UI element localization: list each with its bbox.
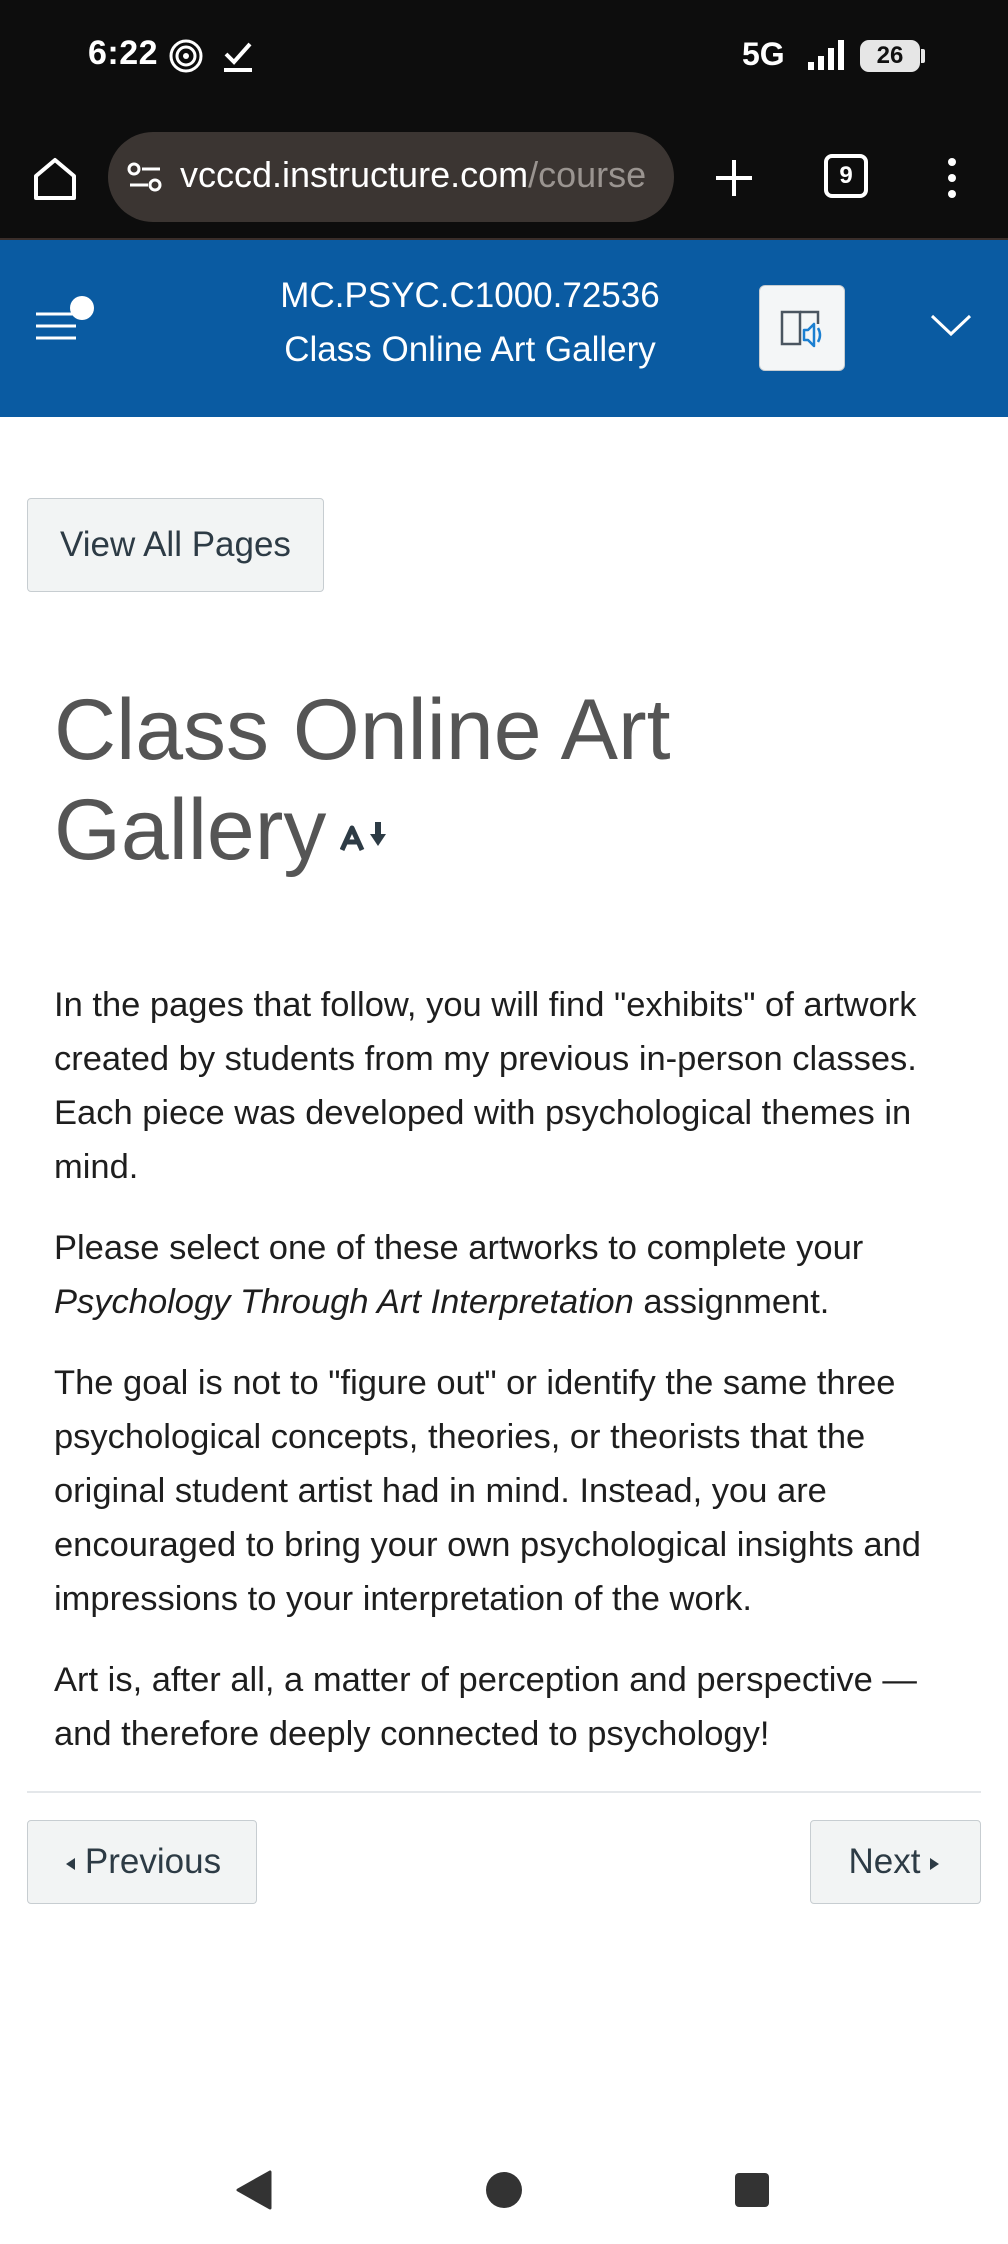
page-body bbox=[54, 978, 964, 1788]
home-circle-icon[interactable] bbox=[484, 2170, 524, 2210]
battery-tip bbox=[921, 49, 925, 63]
next-button[interactable] bbox=[810, 1820, 981, 1904]
paragraph-assignment-start: Please select one of these artworks to complete your bbox=[54, 1229, 864, 1267]
previous-button[interactable] bbox=[27, 1820, 257, 1904]
paragraph-closing: Art is, after all, a matter of perception and perspective — and therefore deeply connected to psychology! bbox=[54, 1661, 917, 1753]
course-page-name: Class Online Art Gallery bbox=[284, 330, 656, 369]
course-code[interactable]: MC.PSYC.C1000.72536 bbox=[280, 276, 660, 315]
page-title-line-2: Gallery bbox=[54, 782, 327, 878]
immersive-reader-button[interactable] bbox=[759, 285, 845, 371]
hamburger-menu-icon[interactable] bbox=[32, 294, 102, 350]
content-divider bbox=[27, 1791, 981, 1793]
browser-toolbar bbox=[0, 116, 1008, 240]
tabs-icon[interactable]: 9 bbox=[824, 154, 868, 198]
assignment-name: Psychology Through Art Interpretation bbox=[54, 1283, 634, 1321]
paragraph-goal: The goal is not to "figure out" or identify the same three psychological concepts, theories, or theorists that the original student artist had in mind. Instead, you are encouraged to bring your own psychological insights and impressions to your interpretation of the work. bbox=[54, 1364, 921, 1618]
status-bar bbox=[0, 0, 1008, 116]
triangle-left-icon bbox=[63, 1855, 77, 1873]
back-icon[interactable] bbox=[234, 2168, 274, 2212]
paragraph-intro: In the pages that follow, you will find "exhibits" of artwork created by students from my previous in-person classes. Each piece was developed with psychological themes in mind. bbox=[54, 986, 917, 1186]
url-text bbox=[180, 154, 646, 196]
page-title-line-2-wrap bbox=[54, 780, 754, 880]
view-all-pages-button[interactable]: View All Pages bbox=[27, 498, 324, 592]
page-title bbox=[54, 680, 754, 880]
paragraph-assignment-end: assignment. bbox=[633, 1283, 830, 1321]
url-path: /course bbox=[528, 154, 647, 195]
triangle-right-icon bbox=[928, 1855, 942, 1873]
paragraph-assignment bbox=[54, 1221, 964, 1329]
new-tab-icon[interactable] bbox=[712, 156, 756, 200]
chevron-down-icon[interactable] bbox=[928, 310, 974, 340]
address-bar[interactable] bbox=[108, 132, 674, 222]
site-info-icon[interactable] bbox=[126, 159, 164, 195]
page-title-line-1: Class Online Art bbox=[54, 682, 671, 778]
recents-icon[interactable] bbox=[734, 2172, 770, 2208]
network-type: 5G bbox=[742, 36, 785, 72]
next-label: Next bbox=[848, 1842, 921, 1881]
alternative-formats-icon[interactable] bbox=[340, 816, 392, 856]
system-navigation-bar bbox=[0, 2140, 1008, 2244]
signal-icon bbox=[806, 38, 850, 74]
previous-label: Previous bbox=[84, 1842, 222, 1881]
status-time: 6:22 bbox=[88, 34, 159, 72]
hotspot-icon bbox=[168, 38, 204, 74]
more-menu-icon[interactable] bbox=[940, 154, 964, 202]
url-domain: vcccd.instructure.com bbox=[180, 154, 529, 195]
check-icon bbox=[220, 38, 256, 74]
course-header bbox=[0, 240, 1008, 417]
home-icon[interactable] bbox=[30, 154, 80, 204]
battery-icon: 26 bbox=[860, 40, 920, 72]
immersive-reader-icon bbox=[778, 306, 828, 352]
